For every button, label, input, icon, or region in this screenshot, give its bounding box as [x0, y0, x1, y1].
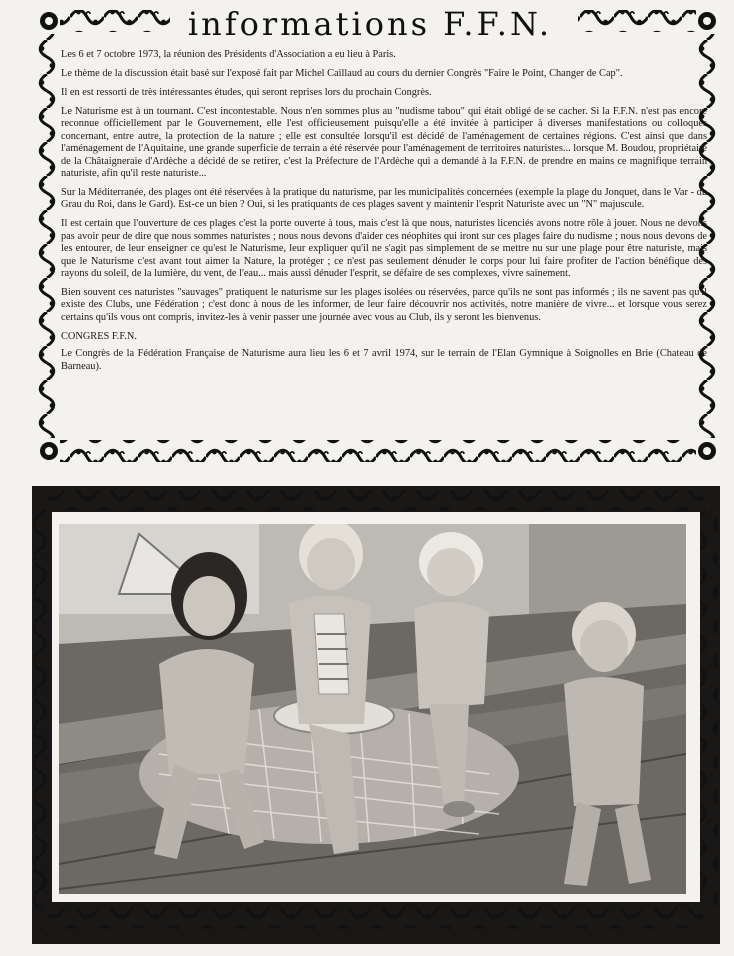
paragraph: Il en est ressorti de très intéressantes études, qui seront reprises lors du prochain Congrès.: [61, 87, 432, 98]
paragraph: Il est certain que l'ouverture de ces plages c'est la porte ouverte à tous, mais c'est là que nous, naturistes licenciés avons notre rôle à jouer. Nous ne devons pas avoir peur de dire que nous sommes naturistes ; nous nous devons d'aider ces néophites qui iront sur ces plages faire du nudisme ; nous nous devons de les entourer, de leur enseigner ce qu'est le Naturisme, leur expliquer qu'il ne s'agit pas simplement de se mettre nu sur une plage pour être naturiste, mais que le Naturisme c'est avant tout aimer la Nature, la protéger ; ce n'est pas seulement dénuder le corps pour lui faire profiter de l'action bénéfique des rayons du soleil, de la lumière, du vent, de l'eau... mais aussi dénuder l'esprit, se défaire de ses complexes, vivre sainement.: [61, 218, 707, 280]
paragraph: Le Naturisme est à un tournant. C'est incontestable. Nous n'en sommes plus au "nudisme tabou" qui était obligé de se cacher. Si la F.F.N. n'est pas encore reconnue officiellement par le Gouvernement, elle l'est officieusement puisqu'elle a été invitée à participer à diverses manifestations ou colloques concernant, entre autre, la protection de la nature ; elle est consultée lorsqu'il est décidé de l'aménagement de certaines régions. C'est ainsi que dans l'aménagement de l'Aquitaine, une grande superficie de terrain a été réservée pour l'aménagement de territoires naturistes... lorsque M. Boudou, propriétaire de la Châtaigneraie d'Ardèche a décidé de se retirer, c'est la Préfecture de l'Ardèche qui a demandé à la F.F.N. de prendre en mains ce magnifique terrain naturiste, afin qu'il reste naturiste...: [61, 106, 707, 180]
photo-children-on-wicker-basket-icon: [59, 524, 686, 894]
paragraph: Les 6 et 7 octobre 1973, la réunion des Présidents d'Association a eu lieu à Paris.: [61, 49, 396, 60]
paragraph: Sur la Méditerranée, des plages ont été réservées à la pratique du naturisme, par les municipalités concernées (exemple la plage du Jonquet, dans le Var - du Grau du Roi, dans le Gard). Est-ce un bien ? Oui, si les pratiquants de ces plages savent y maintenir l'esprit Naturiste avec un "N" majuscule.: [61, 187, 707, 211]
article-body: [61, 49, 707, 434]
paragraph: Le Congrès de la Fédération Française de Naturisme aura lieu les 6 et 7 avril 1974, sur le terrain de l'Elan Gymnique à Soignolles en Brie (Chateau de Barneau).: [61, 348, 707, 372]
children-photo: [59, 524, 686, 894]
section-heading: CONGRES F.F.N.: [61, 330, 137, 342]
page-title: informations F.F.N.: [170, 4, 570, 44]
paragraph: Le thème de la discussion était basé sur l'exposé fait par Michel Caillaud au cours du dernier Congrès "Faire le Point, Changer de Cap".: [61, 68, 623, 79]
paragraph: Bien souvent ces naturistes "sauvages" pratiquent le naturisme sur les plages isolées ou réservées, parce qu'ils ne sont pas informés ; ils ne savent pas qu'il existe des Clubs, une Fédération ; c'est donc à nous de les informer, de leur faire découvrir nos activités, notre manière de vivre... et lorsque vous serez certains qu'ils vous ont compris, invitez-les à venir passer une journée avec vous au Club, ils y seront les bienvenus.: [61, 287, 707, 323]
